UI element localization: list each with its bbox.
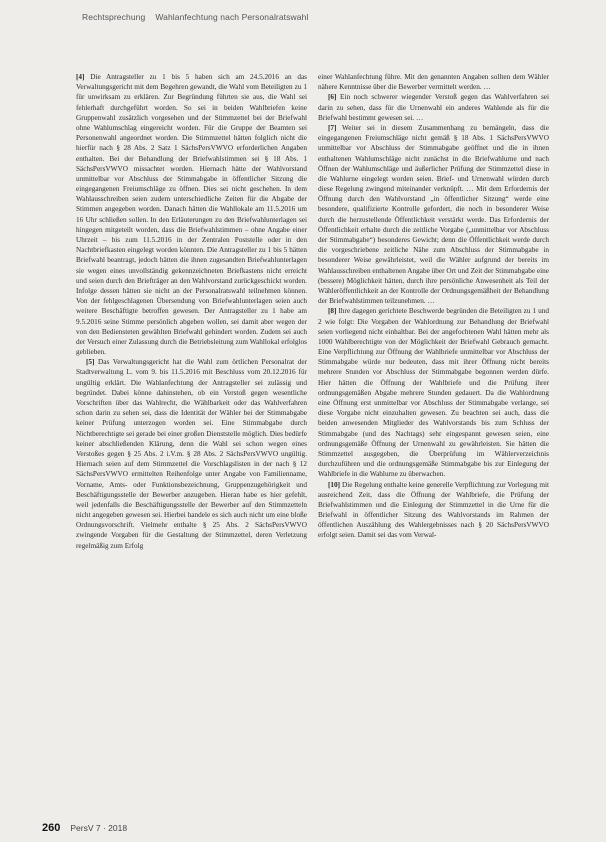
running-header [82,12,562,26]
paragraph-text: einer Wahlanfechtung führe. Mit den genannten Angaben sollten dem Wähler nähere Kenntnisse über die Bewerber vermittelt werden. … [318,73,549,92]
paragraph-number: [4] [76,73,85,81]
paragraph-text: Die Regelung enthalte keine generelle Verpflichtung zur Vorlegung mit ausreichend Zeit, dass die Öffnung der Wahlbriefe, die Prüfung der Briefwahlstimmen und die Einlegung der Stimmzettel in die Urne für die Briefwahl in öffentlicher Sitzung des Wahlvorstands im Rahmen der öffentlichen Auszählung des Wahlergebnisses nach § 20 SächsPersVWVO erfolgt seien. Damit sei das vom Verwal- [318,480,549,540]
page-number: 260 [42,822,61,834]
header-topic: Wahlanfechtung nach Personalratswahl [155,12,309,22]
paragraph-number: [5] [86,358,95,367]
paragraph [76,357,307,551]
paragraph-text: Weiter sei in diesem Zusammenhang zu bemängeln, dass die eingegangenen Freiumschläge nicht gemäß § 18 Abs. 1 SächsPersVWVO unmittelbar vor Abschluss der Stimmabgabe geöffnet und die in ihnen enthaltenen Wahlumschläge nicht zunächst in die Briefwahlurne und nach Öffnen der Wahlumschläge und äußerlicher Prüfung der Stimmzettel diese in die Wahlurne eingelegt worden seien. Brief- und Urnenwahl würden durch diese Regelung zwingend miteinander verknüpft. … Mit dem Erfordernis der Öffnung durch den Wahlvorstand „in öffentlicher Sitzung“ werde eine besondere, qualifizierte Kontrolle gefordert, die noch in besonderer Weise durch die herzustellende Öffentlichkeit verstärkt werde. Das Erfordernis der Öffentlichkeit erhalte durch die zeitliche Vorgabe („unmittelbar vor Abschluss der Stimmabgabe“) besonderes Gewicht; denn die Öffentlichkeit werde durch die vorgeschriebene zeitliche Nähe zum Abschluss der Stimmabgabe in besonderer Weise gewährleistet, weil die Wähler aufgrund der bereits im Wahlausschreiben enthaltenen Angabe über Ort und Zeit der Stimmabgabe eine (bessere) Möglichkeit hätten, durch ihre persönliche Anwesenheit als Teil der Wähleröffentlichkeit an der Kontrolle der Ordnungsgemäßheit der Behandlung der Briefwahlstimmen teilzunehmen. … [318,123,549,306]
right-column [318,72,549,807]
journal-citation: PersV 7 · 2018 [70,823,128,833]
paragraph-number: [8] [328,307,337,316]
paragraph [76,72,307,357]
paragraph-number: [6] [328,93,337,102]
paragraph-text: Das Verwaltungsgericht hat die Wahl zum örtlichen Personalrat der Stadtverwaltung L. vom 9. bis 11.5.2016 mit Beschluss vom 20.12.2016 für ungültig erklärt. Die Wahlanfechtung der Antragsteller sei zulässig und begründet. Dabei könne dahinstehen, ob ein Verstoß gegen wesentliche Vorschriften über das Wahlrecht, die Wählbarkeit oder das Wahlverfahren schon darin zu sehen sei, dass die Identität der Wähler bei der Stimmabgabe keiner Prüfung unterzogen worden sei. Eine Stimmabgabe durch Nichtberechtigte sei gerade bei einer großen Dienststelle möglich. Dies bedürfe keiner abschließenden Klärung, denn die Wahl sei schon wegen eines Verstoßes gegen § 25 Abs. 2 i.V.m. § 28 Abs. 2 SächsPersVWVO ungültig. Hiernach seien auf dem Stimmzettel die Vorschlagslisten in der nach § 12 SächsPersVWVO ermittelten Reihenfolge unter Angabe von Familienname, Vorname, Amts- oder Funktionsbezeichnung, Gruppenzugehörigkeit und Beschäftigungsstelle der Bewerber anzugeben. Hieran habe es hier gefehlt, weil jedenfalls die Beschäftigungsstelle der Bewerber auf den Stimmzetteln nicht angegeben gewesen sei. Hierbei handele es sich auch nicht um eine bloße Ordnungsvorschrift. Vielmehr enthalte § 25 Abs. 2 SächsPersVWVO zwingende Vorgaben für die Gestaltung der Stimmzettel, deren Verletzung regelmäßig zum Erfolg [76,358,307,550]
page-footer [42,818,562,834]
paragraph [318,92,549,123]
paragraph-number: [10] [328,480,341,489]
header-section: Rechtsprechung [82,12,146,22]
paragraph [318,72,549,92]
paragraph-number: [7] [328,123,337,132]
left-column [76,72,307,807]
paragraph [318,306,549,479]
paragraph-text: Die Antragsteller zu 1 bis 5 haben sich am 24.5.2016 an das Verwaltungsgericht mit dem Begehren gewandt, die Wahl vom Beteiligten zu 1 für unwirksam zu erklären. Zur Begründung führten sie aus, die Wahl sei fehlerhaft durchgeführt worden. So sei in beiden Wahlbriefen keine Gruppenwahl zusätzlich vorgesehen und der Stimmzettel bei der Briefwahl ohne Wahlumschlag eingereicht worden. Für die Gruppe der Beamten sei Personenwahl angeordnet worden. Die Stimmzettel hätten folglich nicht die hierfür nach § 28 Abs. 2 Satz 1 SächsPersVWVO erforderlichen Angaben enthalten. Bei der Behandlung der Briefwahlstimmen sei § 18 Abs. 1 SächsPersVWVO missachtet worden. Hiernach hätte der Wahlvorstand unmittelbar vor Abschluss der Stimmabgabe in öffentlicher Sitzung die eingegangenen Freiumschläge zu öffnen. Dies sei nicht geschehen. In dem Wahlausschreiben seien zudem unterschiedliche Zeiten für die Abgabe der Stimmen angegeben worden. Danach hätten die Wahllokale am 11.5.2016 um 16 Uhr schließen sollen. In den Erläuterungen zu den Briefwahlunterlagen sei hingegen mitgeteilt worden, dass die Briefwahlstimmen – ohne Angabe einer Uhrzeit – bis zum 11.5.2016 in der Zentralen Poststelle oder in den Nachtbriefkasten eingelegt worden könnten. Die Antragsteller zu 1 bis 5 hätten Briefwahl beantragt, jedoch hätten die ihnen zugesandten Briefwahlunterlagen sie wegen eines unvollständig gekennzeichneten Briefkastens nicht erreicht und seien durch den Briefträger an den Wahlvorstand zurückgeschickt worden. Infolge dessen hätten sie nicht an der Personalratswahl teilnehmen können. Von der fehlgeschlagenen Übersendung von Briefwahlunterlagen seien auch weitere Beschäftigte betroffen gewesen. Der Antragsteller zu 1 habe am 9.5.2016 seine Stimme persönlich abgeben wollen, sei damit aber wegen der von den Bediensteten gewählten Briefwahl gehindert worden. Zudem sei auch der Versuch einer Zulassung durch die Betriebsleitung zum Wahllokal erfolglos geblieben. [76,73,307,357]
paragraph [318,480,549,541]
paragraph [318,123,549,306]
paragraph-text: Ein noch schwerer wiegender Verstoß gegen das Wahlverfahren sei darin zu sehen, dass für die Urnenwahl ein anderes Wahlende als für die Briefwahl bestimmt gewesen sei. … [318,93,549,122]
paragraph-text: Ihre dagegen gerichtete Beschwerde begründen die Beteiligten zu 1 und 2 wie folgt: Die Vorgaben der Wahlordnung zur Behandlung der Briefwahl seien vorliegend nicht einhaltbar. Bei der angefochtenen Wahl hätten mehr als 1000 Wahlberechtigte von der Möglichkeit der Briefwahl Gebrauch gemacht. Eine Verpflichtung zur Öffnung der Wahlbriefe unmittelbar vor Abschluss der Stimmabgabe würde nur bedeuten, dass mit ihrer Öffnung nicht bereits mehrere Stunden vor Abschluss der Stimmabgabe begonnen werden dürfe. Hier hätten die Öffnung der Wahlbriefe und die Prüfung ihrer ordnungsgemäßen Abgabe mehrere Stunden gedauert. Da die Wahlordnung eine Öffnung erst unmittelbar vor Abschluss der Stimmabgabe verlange, sei diese Vorgabe nicht einzuhalten gewesen. Zu beachten sei auch, dass die beiden anwesenden Mitglieder des Wahlvorstands bis zum Schluss der Stimmabgabe (und des Nachtags) sehr eingespannt gewesen seien, eine ordnungsgemäße Öffnung der Urnenwahl zu gewährleisten. Sie hätten die Stimmzettel ausgegeben, die Überprüfung im Wählerverzeichnis durchzuführen und die ordnungsgemäße Stimmabgabe bis zur Einlegung der Wahlbriefe in die Wahlurne zu überwachen. [318,307,549,479]
